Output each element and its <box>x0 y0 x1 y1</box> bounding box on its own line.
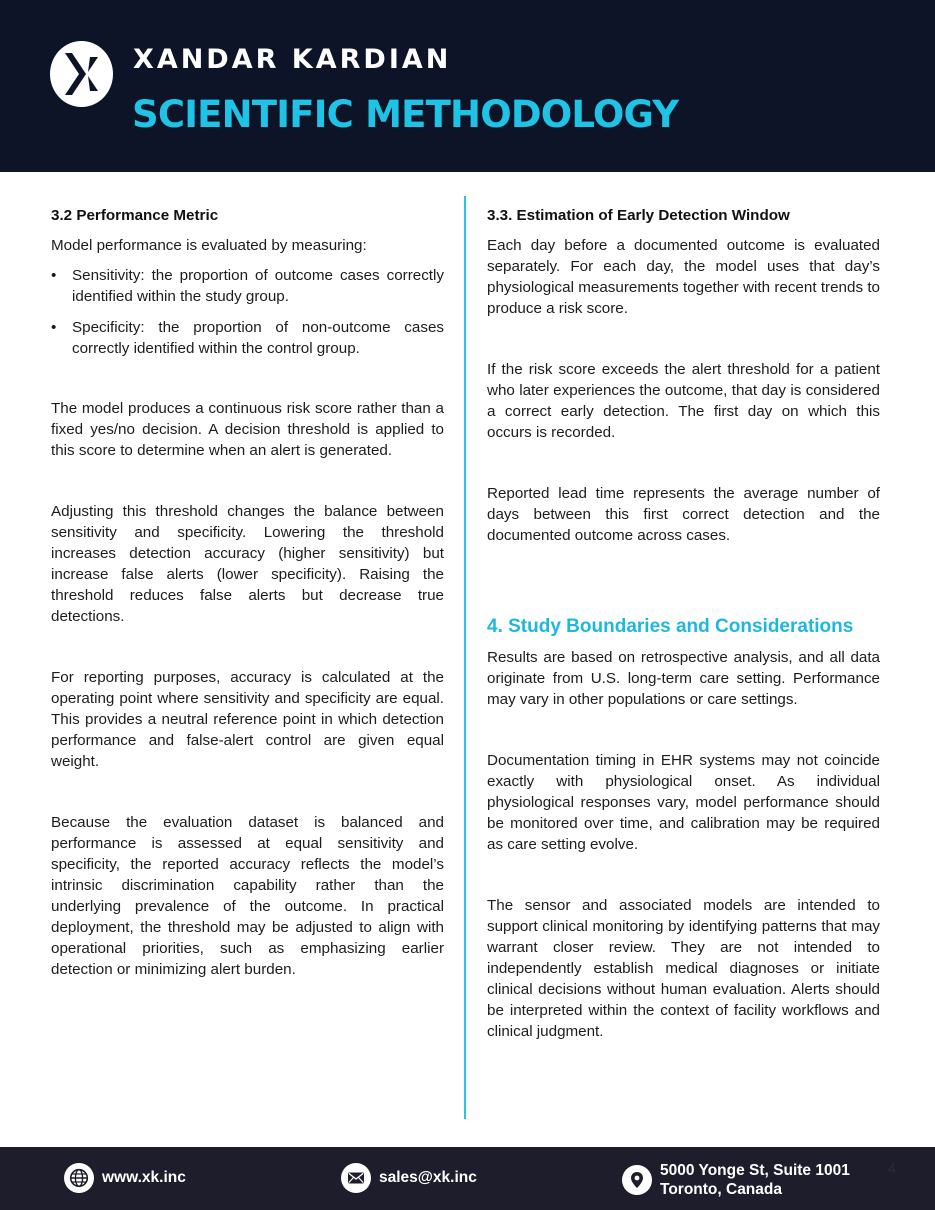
address-block <box>622 1161 850 1199</box>
right-column <box>487 206 880 1042</box>
section-title: SCIENTIFIC METHODOLOGY <box>132 93 679 136</box>
bullet-marker: • <box>51 319 57 336</box>
address-line-2: Toronto, Canada <box>660 1181 782 1198</box>
brand-name: XANDAR KARDIAN <box>133 44 452 75</box>
list-item <box>51 317 444 359</box>
globe-icon <box>64 1163 94 1193</box>
list-item <box>51 265 444 307</box>
website-link[interactable] <box>64 1163 186 1193</box>
website-text: www.xk.inc <box>102 1169 186 1186</box>
xk-logo-icon <box>50 41 113 107</box>
metric-list <box>51 265 444 359</box>
address-line-1: 5000 Yonge St, Suite 1001 <box>660 1162 850 1179</box>
email-text: sales@xk.inc <box>379 1169 477 1186</box>
email-link[interactable] <box>341 1163 477 1193</box>
performance-intro: Model performance is evaluated by measuring: <box>51 237 367 254</box>
paragraph: Each day before a documented outcome is evaluated separately. For each day, the model uses that day’s physiological measurements together with recent trends to produce a risk score. <box>487 237 880 317</box>
study-boundaries-heading: 4. Study Boundaries and Considerations <box>487 616 854 637</box>
detection-window-heading: 3.3. Estimation of Early Detection Window <box>487 207 790 224</box>
paragraph: The model produces a continuous risk score rather than a fixed yes/no decision. A decision threshold is applied to this score to determine when an alert is generated. <box>51 400 444 459</box>
page-number: 4 <box>888 1160 896 1176</box>
paragraph: The sensor and associated models are intended to support clinical monitoring by identifying patterns that may warrant closer review. They are not intended to independently establish medical diagnoses or initiate clinical decisions without human evaluation. Alerts should be interpreted within the context of facility workflows and clinical judgment. <box>487 897 880 1040</box>
page-header <box>0 0 935 172</box>
paragraph: For reporting purposes, accuracy is calculated at the operating point where sensitivity and specificity are equal. This provides a neutral reference point in which detection performance and false-alert control are given equal weight. <box>51 669 444 770</box>
paragraph: Results are based on retrospective analysis, and all data originate from U.S. long-term care setting. Performance may vary in other populations or care settings. <box>487 649 880 708</box>
bullet-marker: • <box>51 267 57 284</box>
paragraph: Adjusting this threshold changes the balance between sensitivity and specificity. Lowering the threshold increases detection accuracy (higher sensitivity) but increase false alerts (lower specificity). Raising the threshold reduces false alerts but decrease true detections. <box>51 503 444 625</box>
paragraph: Because the evaluation dataset is balanced and performance is assessed at equal sensitivity and specificity, the reported accuracy reflects the model’s intrinsic discrimination capability rather than the underlying prevalence of the outcome. In practical deployment, the threshold may be adjusted to align with operational priorities, such as emphasizing earlier detection or minimizing alert burden. <box>51 814 444 978</box>
map-pin-icon <box>622 1165 652 1195</box>
performance-metric-heading: 3.2 Performance Metric <box>51 207 219 224</box>
paragraph: If the risk score exceeds the alert threshold for a patient who later experiences the outcome, that day is considered a correct early detection. The first day on which this occurs is recorded. <box>487 361 880 441</box>
column-divider <box>464 196 466 1119</box>
left-column <box>51 206 444 980</box>
paragraph: Reported lead time represents the average number of days between this first correct detection and the documented outcome across cases. <box>487 485 880 544</box>
page-footer <box>0 1147 935 1210</box>
list-item-text: Specificity: the proportion of non-outcome cases correctly identified within the control group. <box>72 319 444 357</box>
envelope-icon <box>341 1163 371 1193</box>
list-item-text: Sensitivity: the proportion of outcome cases correctly identified within the study group. <box>72 267 444 305</box>
paragraph: Documentation timing in EHR systems may not coincide exactly with physiological onset. As individual physiological responses vary, model performance should be monitored over time, and calibration may be required as care setting evolve. <box>487 752 880 853</box>
